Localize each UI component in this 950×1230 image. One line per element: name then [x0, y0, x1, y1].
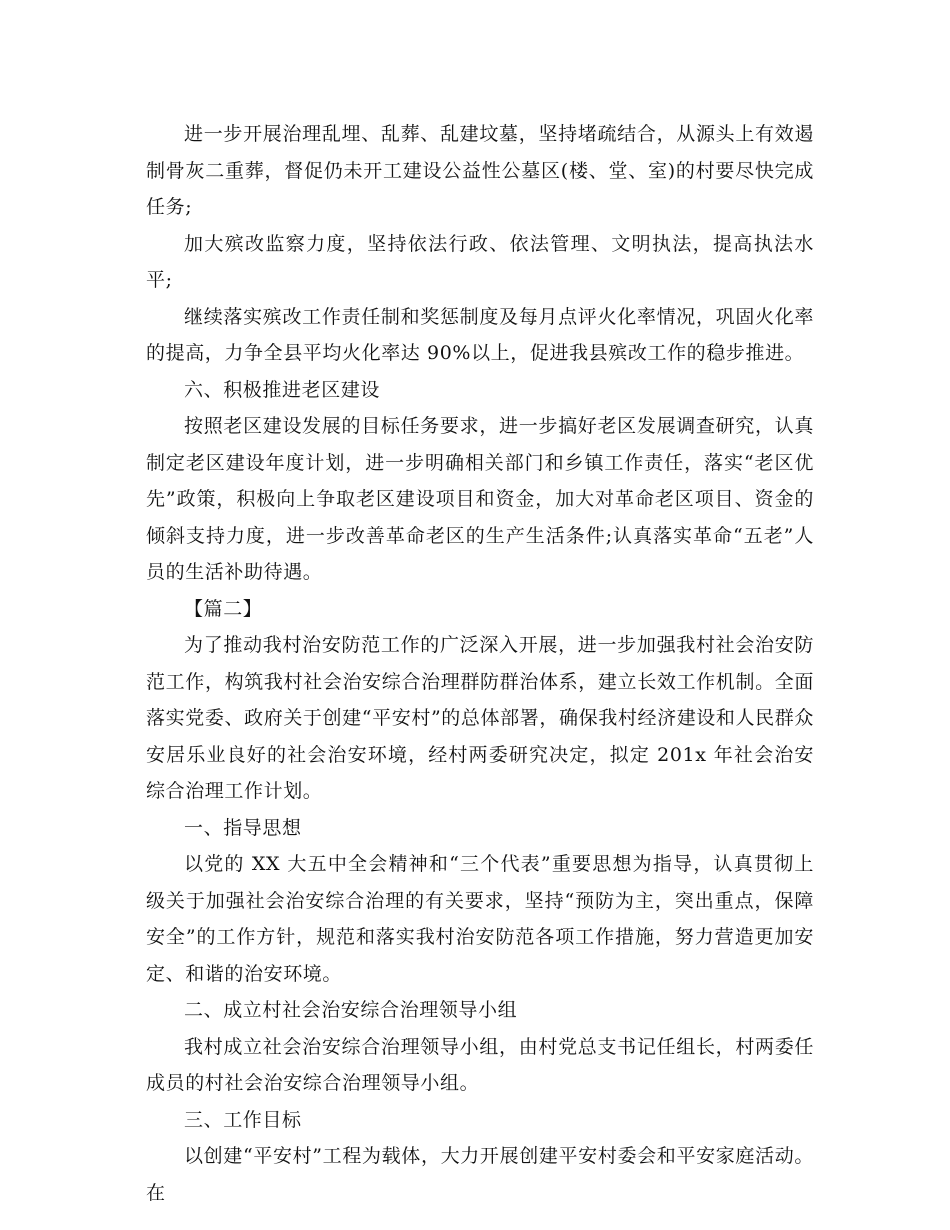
paragraph-cremation-rate: 继续落实殡改工作责任制和奖惩制度及每月点评火化率情况，巩固火化率的提高，力争全县平均火化率达 90%以上，促进我县殡改工作的稳步推进。: [146, 305, 814, 364]
paragraph-leadership-group: 我村成立社会治安综合治理领导小组，由村党总支书记任组长，村两委任成员的村社会治安综合治理领导小组。: [146, 1035, 814, 1094]
paragraph-work-goals: 以创建“平安村”工程为载体，大力开展创建平安村委会和平安家庭活动。在: [146, 1145, 814, 1204]
section-heading-work-goals: 三、工作目标: [184, 1108, 302, 1131]
document-body: [146, 116, 814, 1211]
paragraph-intro-security: 为了推动我村治安防范工作的广泛深入开展，进一步加强我村社会治安防范工作，构筑我村社会治安综合治理群防群治体系，建立长效工作机制。全面落实党委、政府关于创建“平安村”的总体部署，确保我村经济建设和人民群众安居乐业良好的社会治安环境，经村两委研究决定，拟定 201x 年社会治安综合治理工作计划。: [146, 634, 814, 802]
paragraph-supervision: 加大殡改监察力度，坚持依法行政、依法管理、文明执法，提高执法水平;: [146, 232, 814, 291]
section-heading-leadership-group: 二、成立村社会治安综合治理领导小组: [184, 999, 518, 1021]
section-heading-old-area: 六、积极推进老区建设: [184, 378, 381, 401]
paragraph-guiding-thought: 以党的 XX 大五中全会精神和“三个代表”重要思想为指导，认真贯彻上级关于加强社会治安综合治理的有关要求，坚持“预防为主，突出重点，保障安全”的工作方针，规范和落实我村治安防范各项工作措施，努力营造更加安定、和谐的治安环境。: [146, 853, 814, 985]
part-heading-two: 【篇二】: [184, 597, 263, 620]
paragraph-old-area-plan: 按照老区建设发展的目标任务要求，进一步搞好老区发展调查研究，认真制定老区建设年度计划，进一步明确相关部门和乡镇工作责任，落实“老区优先”政策，积极向上争取老区建设项目和资金，加大对革命老区项目、资金的倾斜支持力度，进一步改善革命老区的生产生活条件;认真落实革命“五老”人员的生活补助待遇。: [146, 415, 814, 583]
section-heading-guiding-thought: 一、指导思想: [184, 816, 302, 839]
paragraph-burial-governance: 进一步开展治理乱埋、乱葬、乱建坟墓，坚持堵疏结合，从源头上有效遏制骨灰二重葬，督促仍未开工建设公益性公墓区(楼、堂、室)的村要尽快完成任务;: [146, 123, 814, 218]
